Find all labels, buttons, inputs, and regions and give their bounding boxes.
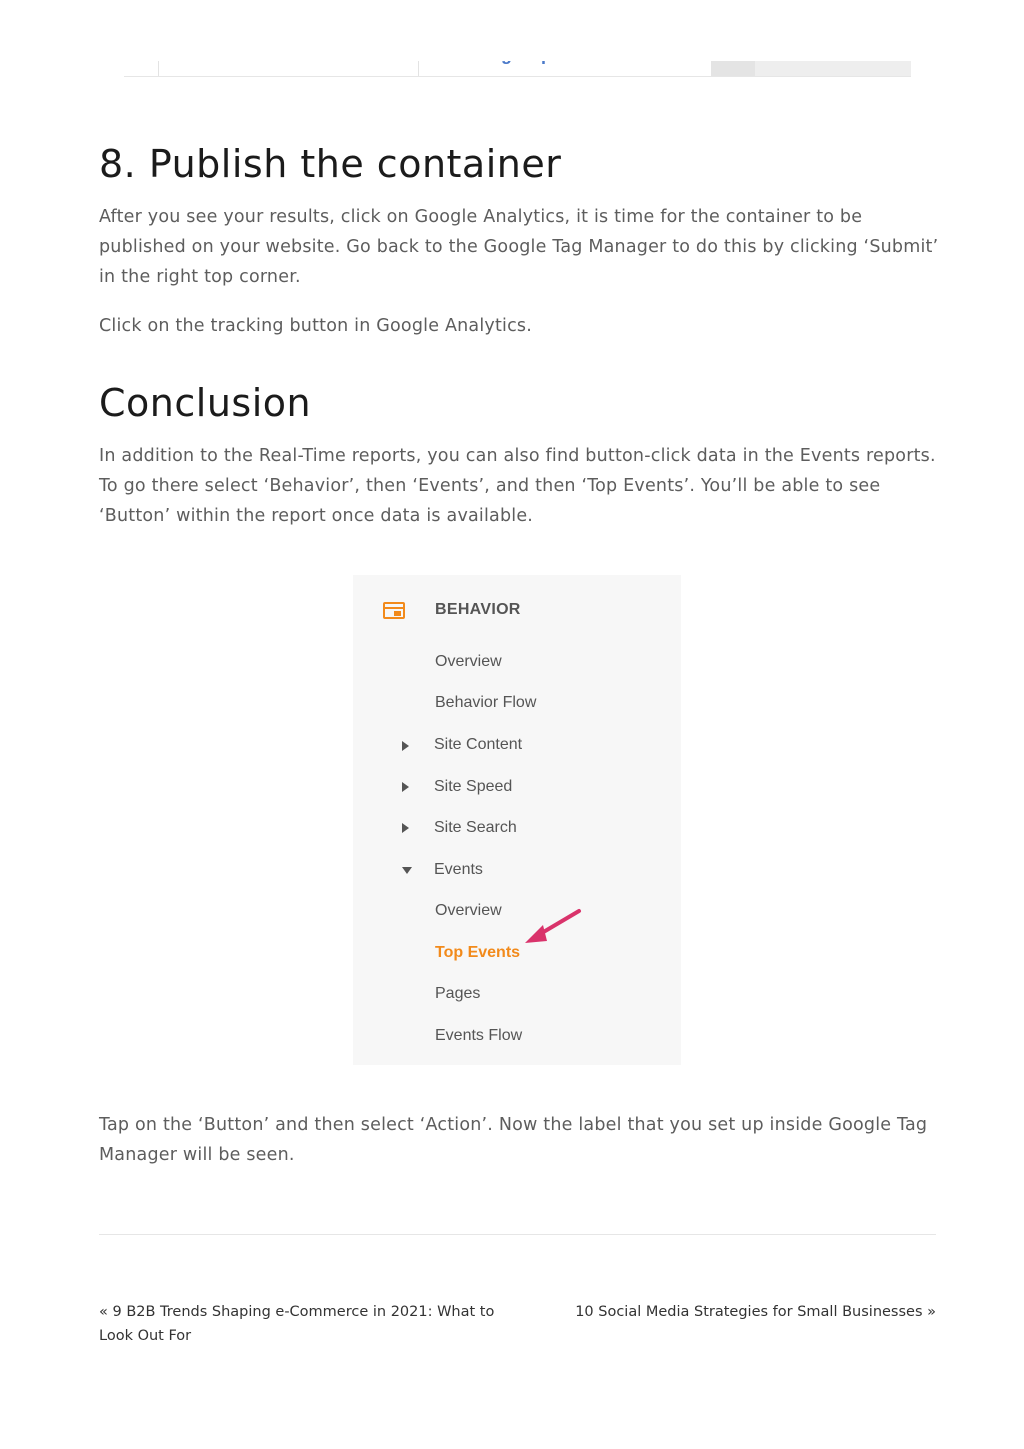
- pointer-arrow-icon: [521, 905, 587, 945]
- behavior-menu-image: [353, 575, 681, 1065]
- behavior-panel-icon: [383, 602, 405, 619]
- previous-post-link[interactable]: « 9 B2B Trends Shaping e-Commerce in 2021: What to Look Out For: [99, 1304, 495, 1344]
- post-divider: [99, 1234, 936, 1235]
- menu-item-events[interactable]: Events: [434, 861, 483, 878]
- cropped-table-row: [124, 40, 911, 77]
- collapse-arrow-icon[interactable]: [402, 867, 412, 874]
- conclusion-paragraph-2: Tap on the ‘Button’ and then select ‘Action’. Now the label that you set up inside Google Tag Manager will be seen.: [99, 1115, 928, 1165]
- menu-item-site-content[interactable]: Site Content: [434, 736, 523, 753]
- menu-item-events-flow[interactable]: Events Flow: [435, 1027, 523, 1044]
- behavior-menu-header: BEHAVIOR: [435, 601, 521, 618]
- menu-item-pages[interactable]: Pages: [435, 985, 481, 1002]
- expand-arrow-icon[interactable]: [402, 823, 409, 833]
- menu-item-top-events[interactable]: Top Events: [435, 944, 521, 961]
- expand-arrow-icon[interactable]: [402, 782, 409, 792]
- expand-arrow-icon[interactable]: [402, 741, 409, 751]
- publish-heading: 8. Publish the container: [99, 142, 562, 186]
- publish-paragraph-2: Click on the tracking button in Google Analytics.: [99, 316, 532, 336]
- conclusion-paragraph-1: In addition to the Real-Time reports, you can also find button-click data in the Events reports. To go there select ‘Behavior’, then ‘Events’, and then ‘Top Events’. You’ll be able to see ‘Button’ within the report once data is available.: [99, 446, 936, 526]
- publish-paragraph-1: After you see your results, click on Google Analytics, it is time for the container to be published on your website. Go back to the Google Tag Manager to do this by clicking ‘Submit’ in the right top corner.: [99, 207, 939, 287]
- next-post-link[interactable]: 10 Social Media Strategies for Small Businesses »: [575, 1304, 936, 1320]
- menu-item-overview[interactable]: Overview: [435, 653, 502, 670]
- conclusion-heading: Conclusion: [99, 381, 312, 425]
- menu-item-site-search[interactable]: Site Search: [434, 819, 517, 836]
- menu-item-events-overview[interactable]: Overview: [435, 902, 502, 919]
- menu-item-site-speed[interactable]: Site Speed: [434, 778, 513, 795]
- menu-item-behavior-flow[interactable]: Behavior Flow: [435, 694, 537, 711]
